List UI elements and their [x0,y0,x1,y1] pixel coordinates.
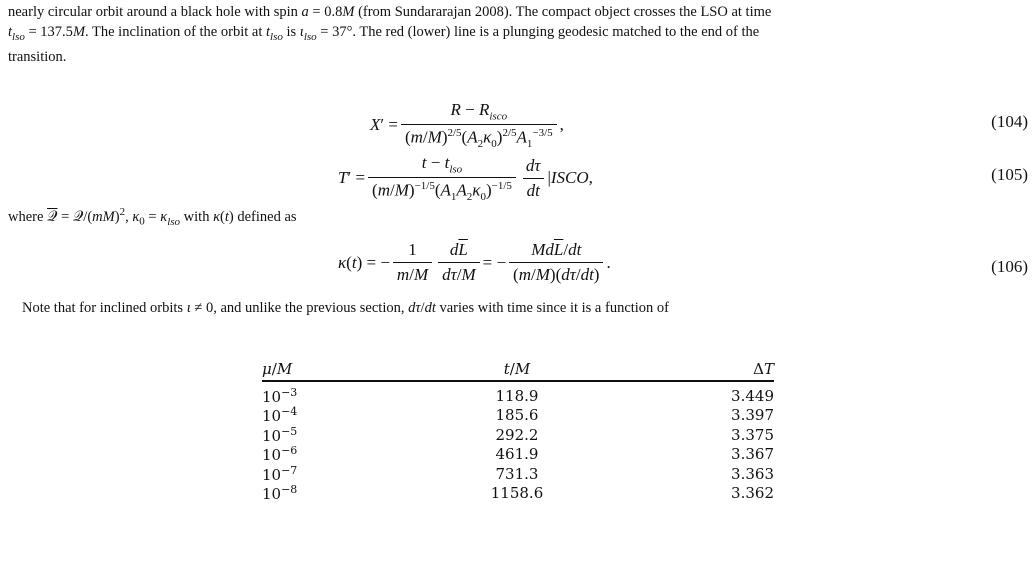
header-mu-over-m: μ/M [262,360,293,378]
table-header [262,354,774,378]
cell-t-over-m: 292.2 [495,425,539,444]
table-body [262,386,774,503]
cell-mu-over-m: $10^{-4}$ [262,405,298,426]
cell-mu-over-m: $10^{-7}$ [262,463,298,484]
cell-delta-t: 3.375 [731,425,774,444]
table-row [262,406,774,426]
cell-mu-over-m: $10^{-5}$ [262,424,298,445]
cell-delta-t: 3.363 [731,464,774,483]
cell-delta-t: 3.397 [731,406,774,425]
equation-104-number: (104) [991,112,1028,131]
caption-line-3: transition. [8,48,67,65]
equation-106: κ(t) = − $\frac{1}{m/M}$ $\frac{d\overline{L}}{d\tau/M}$ = − $\frac{Md\overline{L}/dt}{(m/M)(d\tau/dt)}$ . [338,240,611,284]
where-line: where 𝒬 = 𝒬/(mM)$^2$, $\kappa_0 = \kappa_{lso}$ with κ(t) defined as [8,206,297,228]
cell-delta-t: 3.449 [731,386,774,405]
cell-t-over-m: 731.3 [495,464,539,483]
cell-mu-over-m: $10^{-6}$ [262,444,298,465]
cell-t-over-m: 118.9 [495,386,539,405]
cell-delta-t: 3.362 [731,484,774,503]
note-line: Note that for inclined orbits ι ≠ 0, and unlike the previous section, dτ/dt varies with time since it is a function of [22,300,670,316]
cell-t-over-m: 461.9 [495,445,539,464]
cell-mu-over-m: $10^{-8}$ [262,483,298,504]
table-row [262,425,774,445]
equation-105: T′ = $\frac{t - t_{lso}}{(m/M)^{-1/5}(A_1A_2\kappa_0)^{-1/5}}$ $\frac{d\tau}{dt}$ |ISCO, [338,153,593,204]
table-row [262,445,774,465]
header-t-over-m: t/M [503,360,531,378]
caption-line-1: nearly circular orbit around a black hole with spin a = 0.8M (from Sundararajan 2008). The compact object crosses the LSO at time [8,4,772,20]
cell-t-over-m: 185.6 [495,406,539,425]
table-header-rule [262,380,774,382]
table-row [262,464,774,484]
cell-mu-over-m: $10^{-3}$ [262,385,298,406]
equation-105-number: (105) [991,165,1028,184]
cell-t-over-m: 1158.6 [490,484,544,503]
cell-delta-t: 3.367 [731,445,774,464]
results-table [262,354,774,503]
table-row [262,386,774,406]
table-row [262,484,774,504]
caption-line-2: $t_{lso} = 137.5M$. The inclination of the orbit at $t_{lso}$ is $\iota_{lso} = 37^\circ$. The red (lower) line is a plunging geodesic matched to the end of the [8,24,760,43]
equation-106-number: (106) [991,257,1028,276]
header-delta-t: ΔT [753,360,774,378]
equation-104: X′ = $\frac{R - R_{isco}}{(m/M)^{2/5}(A_2\kappa_0)^{2/5}A_1^{-3/5}}$ , [370,100,564,151]
figure-caption [8,2,1028,67]
